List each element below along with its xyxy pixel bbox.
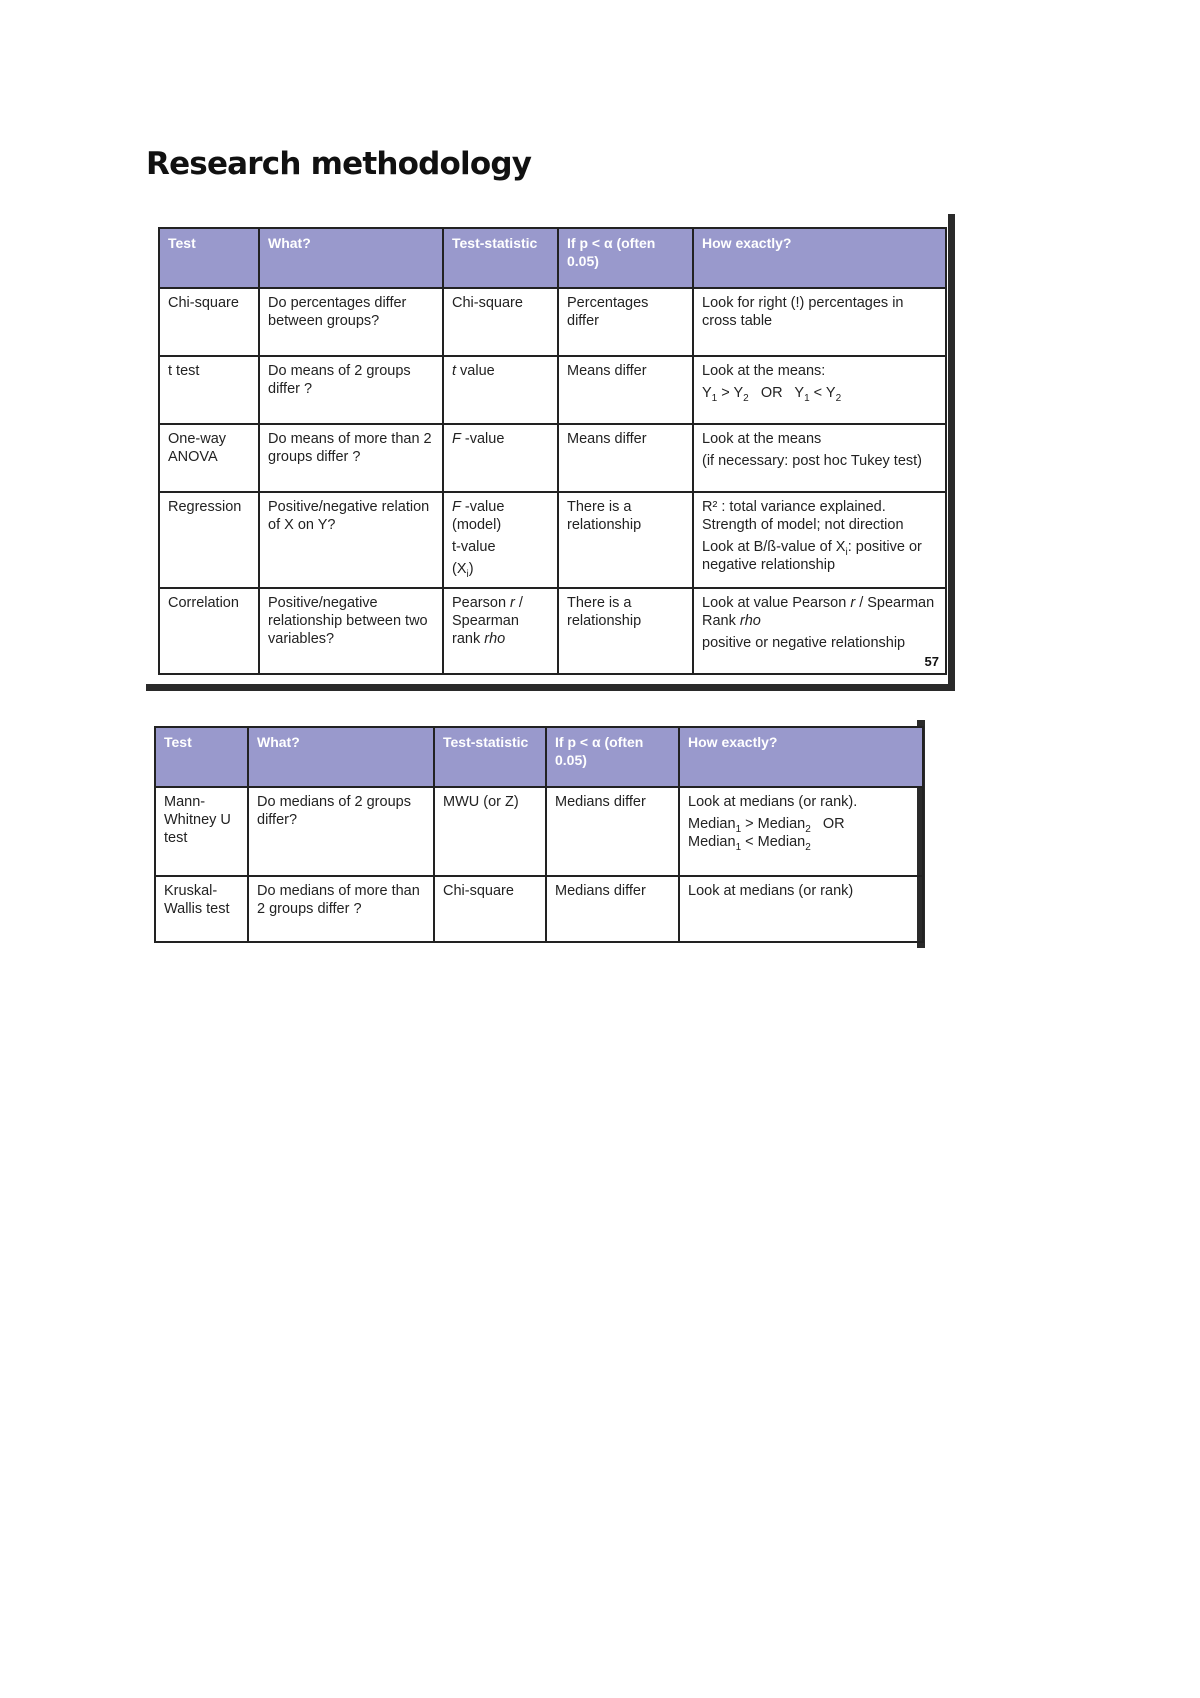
tests-table-2 — [154, 726, 924, 943]
header-test-statistic: Test-statistic — [443, 228, 558, 288]
table-row-mann-whitney — [155, 787, 923, 876]
cell-what: Do medians of more than 2 groups differ ? — [248, 876, 434, 942]
cell-test: Correlation — [159, 588, 259, 674]
cell-how: Look at medians (or rank) — [679, 876, 923, 942]
slide-statistical-tests-1 — [146, 224, 956, 682]
cell-test: Regression — [159, 492, 259, 588]
formula-medians: Median$_1$ > Median$_2$ OR — [688, 816, 845, 835]
cell-statistic: Pearson r / Spearman rank rho — [443, 588, 558, 674]
cell-what: Do means of 2 groups differ ? — [259, 356, 443, 424]
cell-what: Positive/negative relation of X on Y? — [259, 492, 443, 588]
cell-what: Do means of more than 2 groups differ ? — [259, 424, 443, 492]
slide-shadow-right — [948, 214, 955, 691]
cell-test: One-way ANOVA — [159, 424, 259, 492]
header-what: What? — [259, 228, 443, 288]
header-p-value: If p < α (often 0.05) — [558, 228, 693, 288]
cell-test: Kruskal-Wallis test — [155, 876, 248, 942]
cell-statistic: Chi-square — [434, 876, 546, 942]
cell-statistic: MWU (or Z) — [434, 787, 546, 876]
cell-p: Means differ — [558, 356, 693, 424]
header-test: Test — [155, 727, 248, 787]
cell-p: Percentages differ — [558, 288, 693, 356]
slide-statistical-tests-2 — [154, 724, 930, 944]
cell-how: Look at value Pearson r / Spearman Rank rho positive or negative relationship 57 — [693, 588, 946, 674]
cell-p: There is a relationship — [558, 492, 693, 588]
cell-how: Look at the means (if necessary: post hoc Tukey test) — [693, 424, 946, 492]
table-row-kruskal-wallis — [155, 876, 923, 942]
cell-how: Look for right (!) percentages in cross table — [693, 288, 946, 356]
cell-statistic: t value — [443, 356, 558, 424]
cell-statistic: Chi-square — [443, 288, 558, 356]
tests-table-1 — [158, 227, 947, 675]
cell-what: Positive/negative relationship between two variables? — [259, 588, 443, 674]
cell-how: Look at medians (or rank). Median$_1$ > Median$_2$ OR Median$_1$ < Median$_2$ — [679, 787, 923, 876]
formula-means: $Y_1 > Y_2$ OR $Y_1 < Y_2$ — [702, 385, 842, 404]
header-p-value: If p < α (often 0.05) — [546, 727, 679, 787]
header-test-statistic: Test-statistic — [434, 727, 546, 787]
header-test: Test — [159, 228, 259, 288]
cell-test: Chi-square — [159, 288, 259, 356]
table-row-correlation — [159, 588, 946, 674]
cell-statistic: F -value — [443, 424, 558, 492]
cell-how: R² : total variance explained. Strength of model; not direction Look at B/ß-value of $X_i$: positive or negative relationship — [693, 492, 946, 588]
table-row-anova — [159, 424, 946, 492]
cell-p: Medians differ — [546, 787, 679, 876]
table-header-row — [155, 727, 923, 787]
cell-what: Do medians of 2 groups differ? — [248, 787, 434, 876]
cell-p: Means differ — [558, 424, 693, 492]
page-title: Research methodology — [146, 146, 532, 182]
cell-p: Medians differ — [546, 876, 679, 942]
slide-shadow-bottom — [146, 684, 955, 691]
cell-test: Mann-Whitney U test — [155, 787, 248, 876]
slide-number: 57 — [924, 654, 939, 669]
table-header-row — [159, 228, 946, 288]
table-row-chi-square — [159, 288, 946, 356]
cell-statistic: F -value (model) t-value $(X_i)$ — [443, 492, 558, 588]
header-what: What? — [248, 727, 434, 787]
table-row-regression — [159, 492, 946, 588]
cell-what: Do percentages differ between groups? — [259, 288, 443, 356]
header-how-exactly: How exactly? — [693, 228, 946, 288]
cell-how: Look at the means: $Y_1 > Y_2$ OR $Y_1 < Y_2$ — [693, 356, 946, 424]
header-how-exactly: How exactly? — [679, 727, 923, 787]
cell-p: There is a relationship — [558, 588, 693, 674]
table-row-t-test — [159, 356, 946, 424]
cell-test: t test — [159, 356, 259, 424]
